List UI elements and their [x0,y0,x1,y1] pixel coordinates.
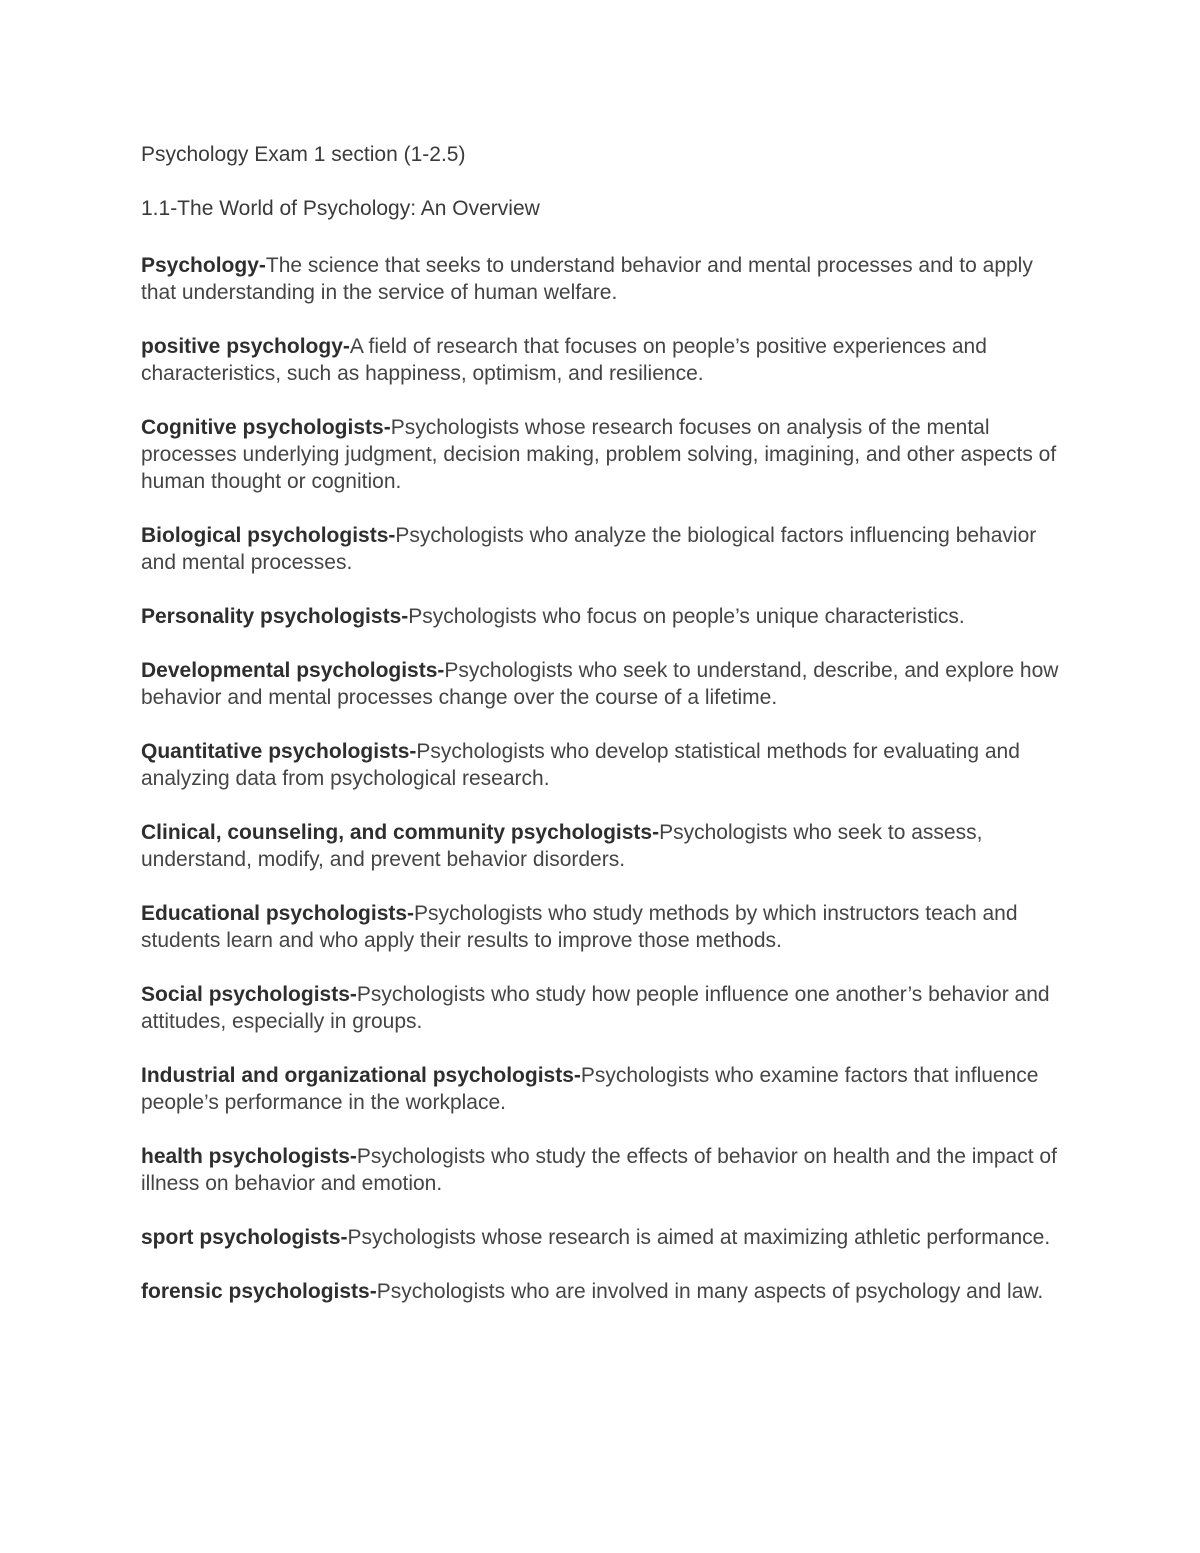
entry-term: Clinical, counseling, and community psychologists- [141,821,660,844]
glossary-entry [141,1278,1071,1305]
entry-definition: Psychologists who study methods by which instructors teach and students learn and who apply their results to improve those methods. [141,902,1018,952]
glossary-entry [141,1143,1071,1197]
entry-definition: Psychologists whose research is aimed at maximizing athletic performance. [347,1226,1051,1249]
entry-definition: Psychologists who examine factors that influence people’s performance in the workplace. [141,1064,1039,1114]
entry-definition: Psychologists who seek to assess, understand, modify, and prevent behavior disorders. [141,821,983,871]
glossary-entry [141,603,1071,630]
entry-definition: Psychologists who study how people influence one another’s behavior and attitudes, especially in groups. [141,983,1050,1033]
glossary-entry [141,900,1071,954]
entry-term: forensic psychologists- [141,1280,377,1303]
entry-definition: Psychologists whose research focuses on analysis of the mental processes underlying judgment, decision making, problem solving, imagining, and other aspects of human thought or cognition. [141,416,1057,493]
entry-definition: The science that seeks to understand behavior and mental processes and to apply that understanding in the service of human welfare. [141,254,1033,304]
entry-definition: A field of research that focuses on people’s positive experiences and characteristics, such as happiness, optimism, and resilience. [141,335,987,385]
entry-term: Personality psychologists- [141,605,409,628]
entry-definition: Psychologists who seek to understand, describe, and explore how behavior and mental processes change over the course of a lifetime. [141,659,1059,709]
glossary-entry [141,333,1071,387]
entry-term: Social psychologists- [141,983,357,1006]
document-title: Psychology Exam 1 section (1-2.5) [141,143,466,166]
document-page [141,142,1071,1332]
entry-definition: Psychologists who focus on people’s unique characteristics. [408,605,965,628]
entry-definition: Psychologists who develop statistical methods for evaluating and analyzing data from psychological research. [141,740,1020,790]
glossary-entry [141,657,1071,711]
entry-term: sport psychologists- [141,1226,348,1249]
entry-definition: Psychologists who analyze the biological factors influencing behavior and mental processes. [141,524,1037,574]
section-heading: 1.1-The World of Psychology: An Overview [141,197,540,220]
glossary-entry [141,819,1071,873]
entry-term: Biological psychologists- [141,524,396,547]
entry-definition: Psychologists who are involved in many aspects of psychology and law. [376,1280,1044,1303]
entry-term: Developmental psychologists- [141,659,445,682]
glossary-entry [141,981,1071,1035]
glossary-entry [141,1224,1071,1251]
entry-term: Cognitive psychologists- [141,416,391,439]
glossary-entry [141,414,1071,495]
entry-term: Industrial and organizational psychologists- [141,1064,581,1087]
entry-term: positive psychology- [141,335,350,358]
glossary-entry [141,522,1071,576]
glossary-entry [141,738,1071,792]
entry-term: Quantitative psychologists- [141,740,417,763]
entry-term: Educational psychologists- [141,902,415,925]
entry-definition: Psychologists who study the effects of behavior on health and the impact of illness on behavior and emotion. [141,1145,1057,1195]
entry-term: health psychologists- [141,1145,357,1168]
entry-term: Psychology- [141,254,266,277]
glossary-entry [141,252,1071,306]
glossary-entry [141,1062,1071,1116]
